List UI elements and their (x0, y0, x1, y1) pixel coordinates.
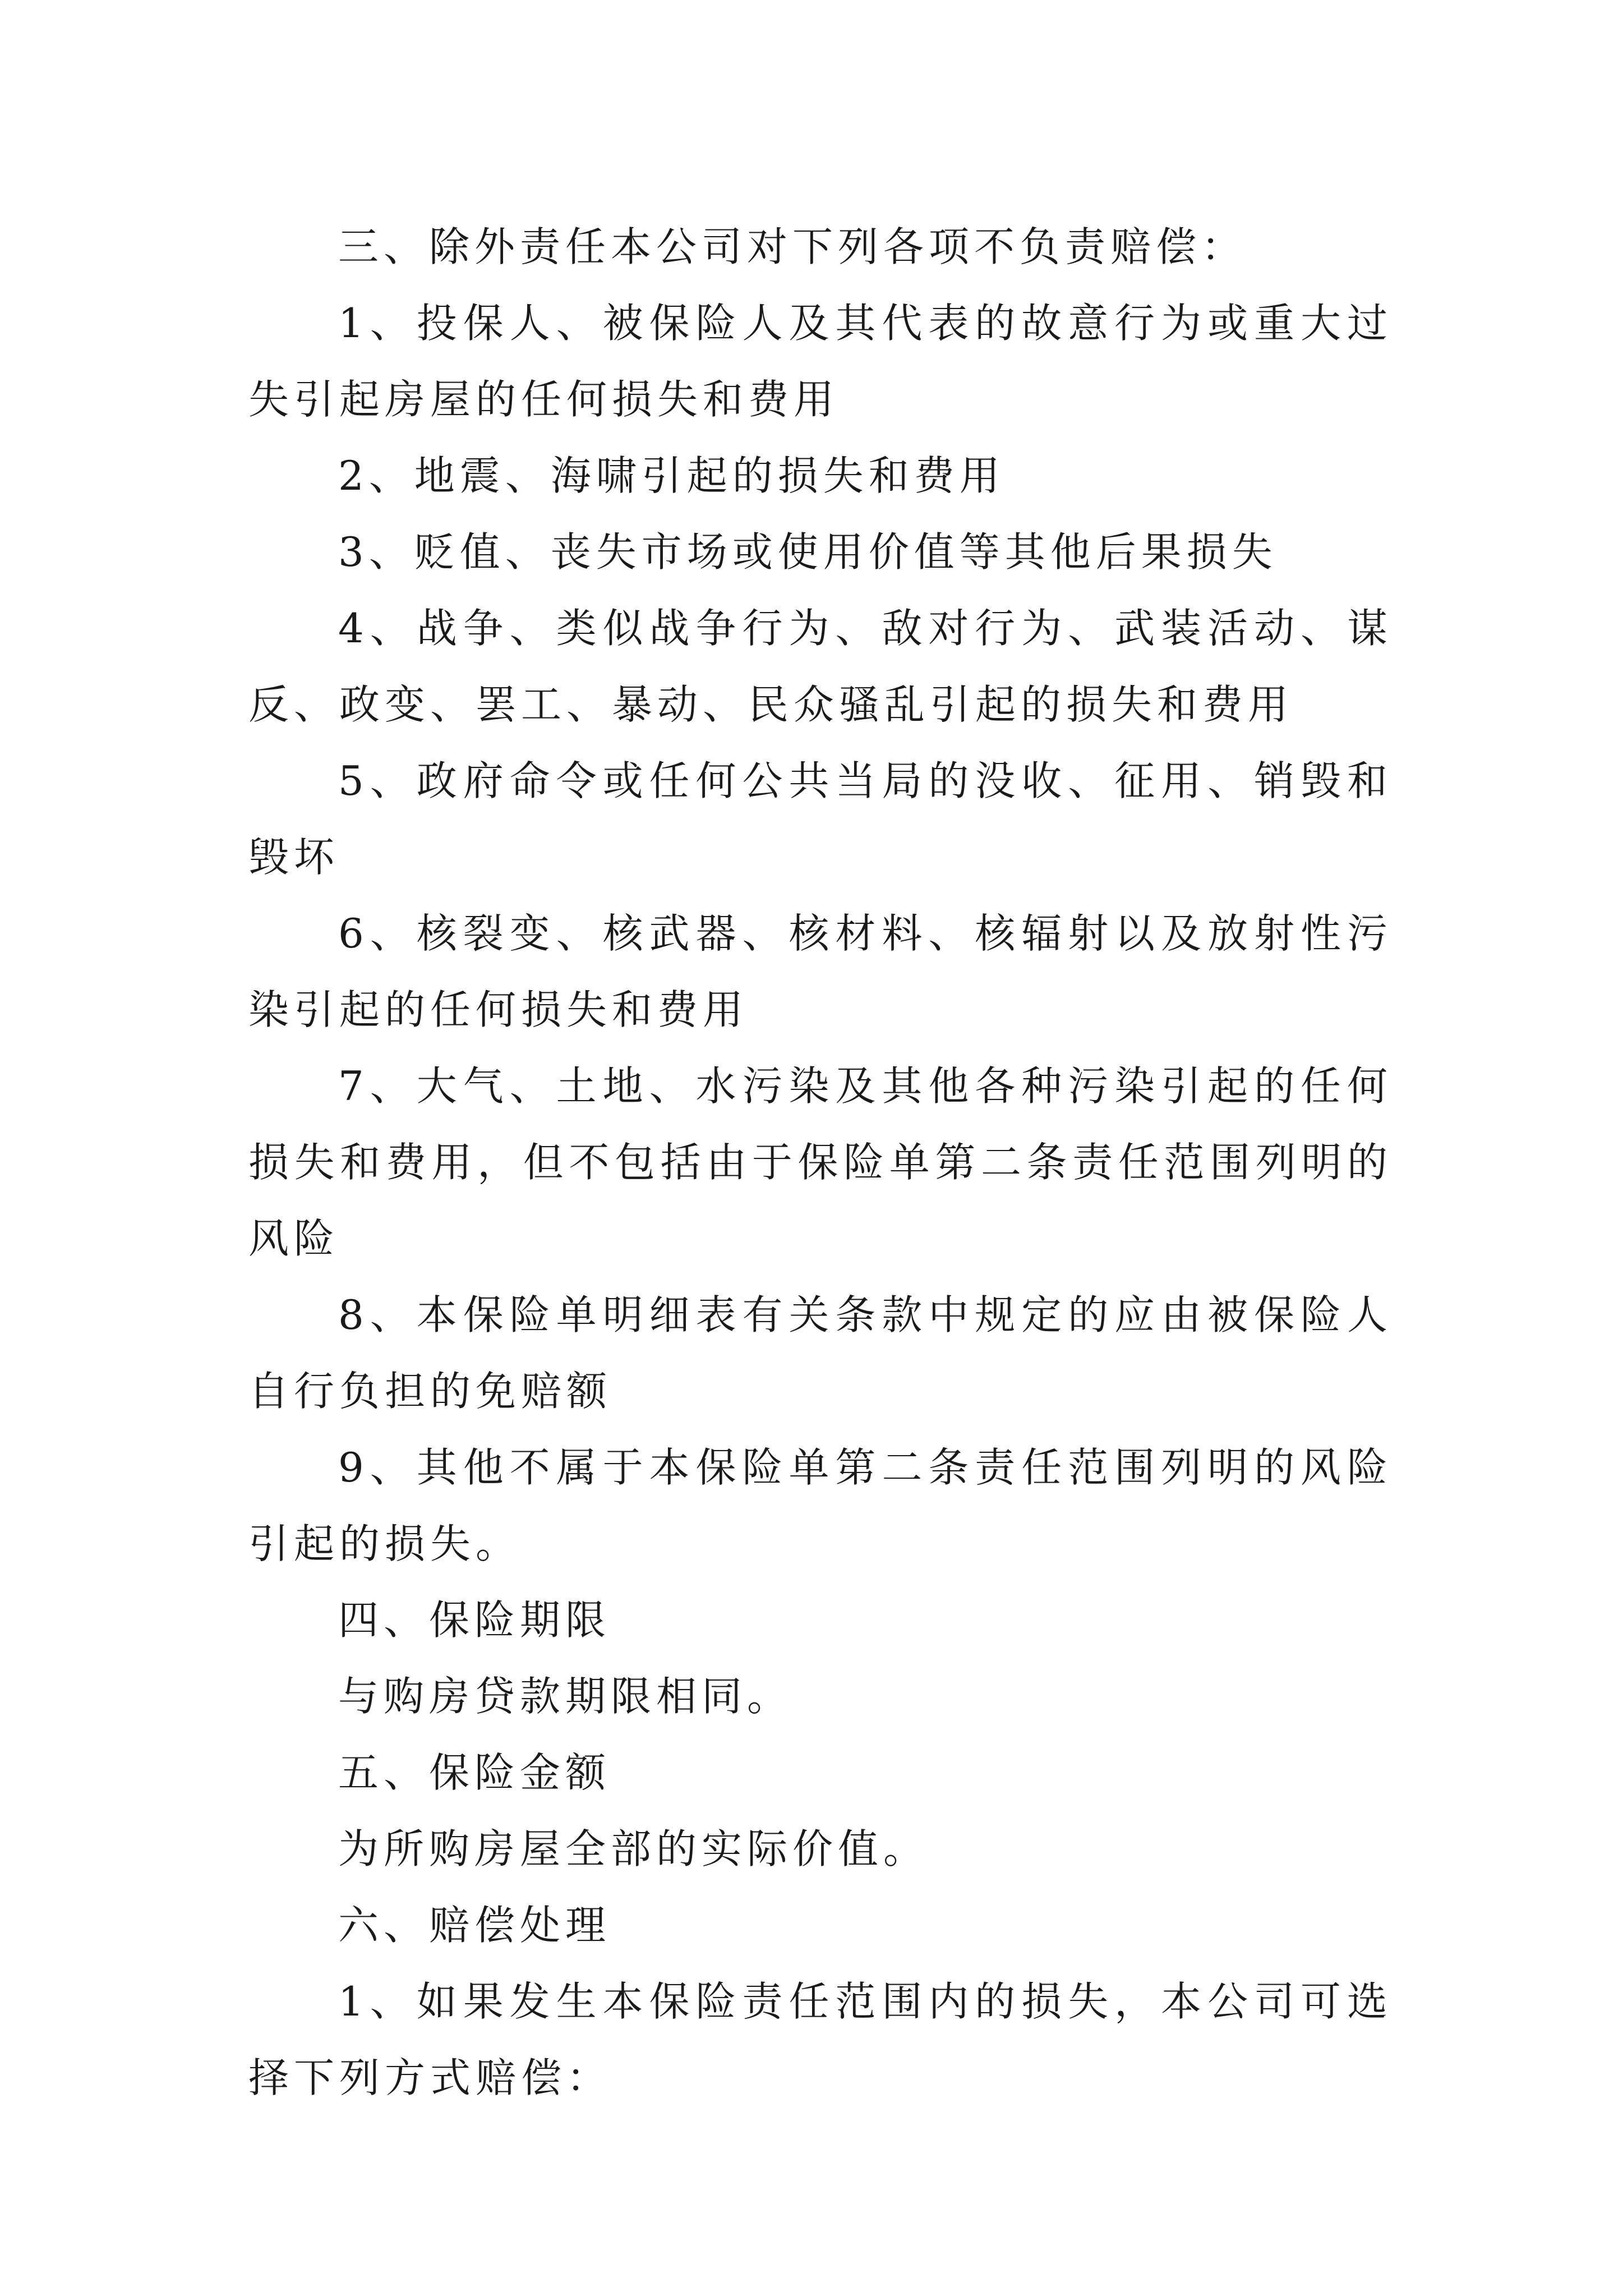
period-text: 与购房贷款期限相同。 (338, 1673, 793, 1720)
exclusion-item-2: 2、地震、海啸引起的损失和费用 (338, 452, 1005, 499)
exclusion-item-5: 5、政府命令或任何公共当局的没收、征用、销毁和毁坏 (248, 757, 1393, 881)
exclusion-item-6: 6、核裂变、核武器、核材料、核辐射以及放射性污染引起的任何损失和费用 (248, 910, 1393, 1033)
claims-item-1: 1、如果发生本保险责任范围内的损失，本公司可选择下列方式赔偿： (248, 1978, 1393, 2101)
exclusion-item-4: 4、战争、类似战争行为、敌对行为、武装活动、谋反、政变、罢工、暴动、民众骚乱引起的损失和费用 (248, 605, 1393, 728)
exclusion-item-1: 1、投保人、被保险人及其代表的故意行为或重大过失引起房屋的任何损失和费用 (248, 300, 1393, 423)
amount-text: 为所购房屋全部的实际价值。 (338, 1825, 929, 1872)
document-body (248, 209, 1393, 2116)
exclusion-item-3: 3、贬值、丧失市场或使用价值等其他后果损失 (338, 528, 1278, 576)
exclusion-item-7: 7、大气、土地、水污染及其他各种污染引起的任何损失和费用，但不包括由于保险单第二条责任范围列明的风险 (248, 1062, 1393, 1262)
exclusion-item-9: 9、其他不属于本保险单第二条责任范围列明的风险引起的损失。 (248, 1444, 1393, 1567)
section-heading-claims: 六、赔偿处理 (338, 1902, 611, 1949)
section-heading-amount: 五、保险金额 (338, 1749, 611, 1796)
section-heading-period: 四、保险期限 (338, 1596, 611, 1644)
exclusion-item-8: 8、本保险单明细表有关条款中规定的应由被保险人自行负担的免赔额 (248, 1291, 1393, 1415)
section-heading-exclusions: 三、除外责任本公司对下列各项不负责赔偿： (338, 223, 1247, 270)
